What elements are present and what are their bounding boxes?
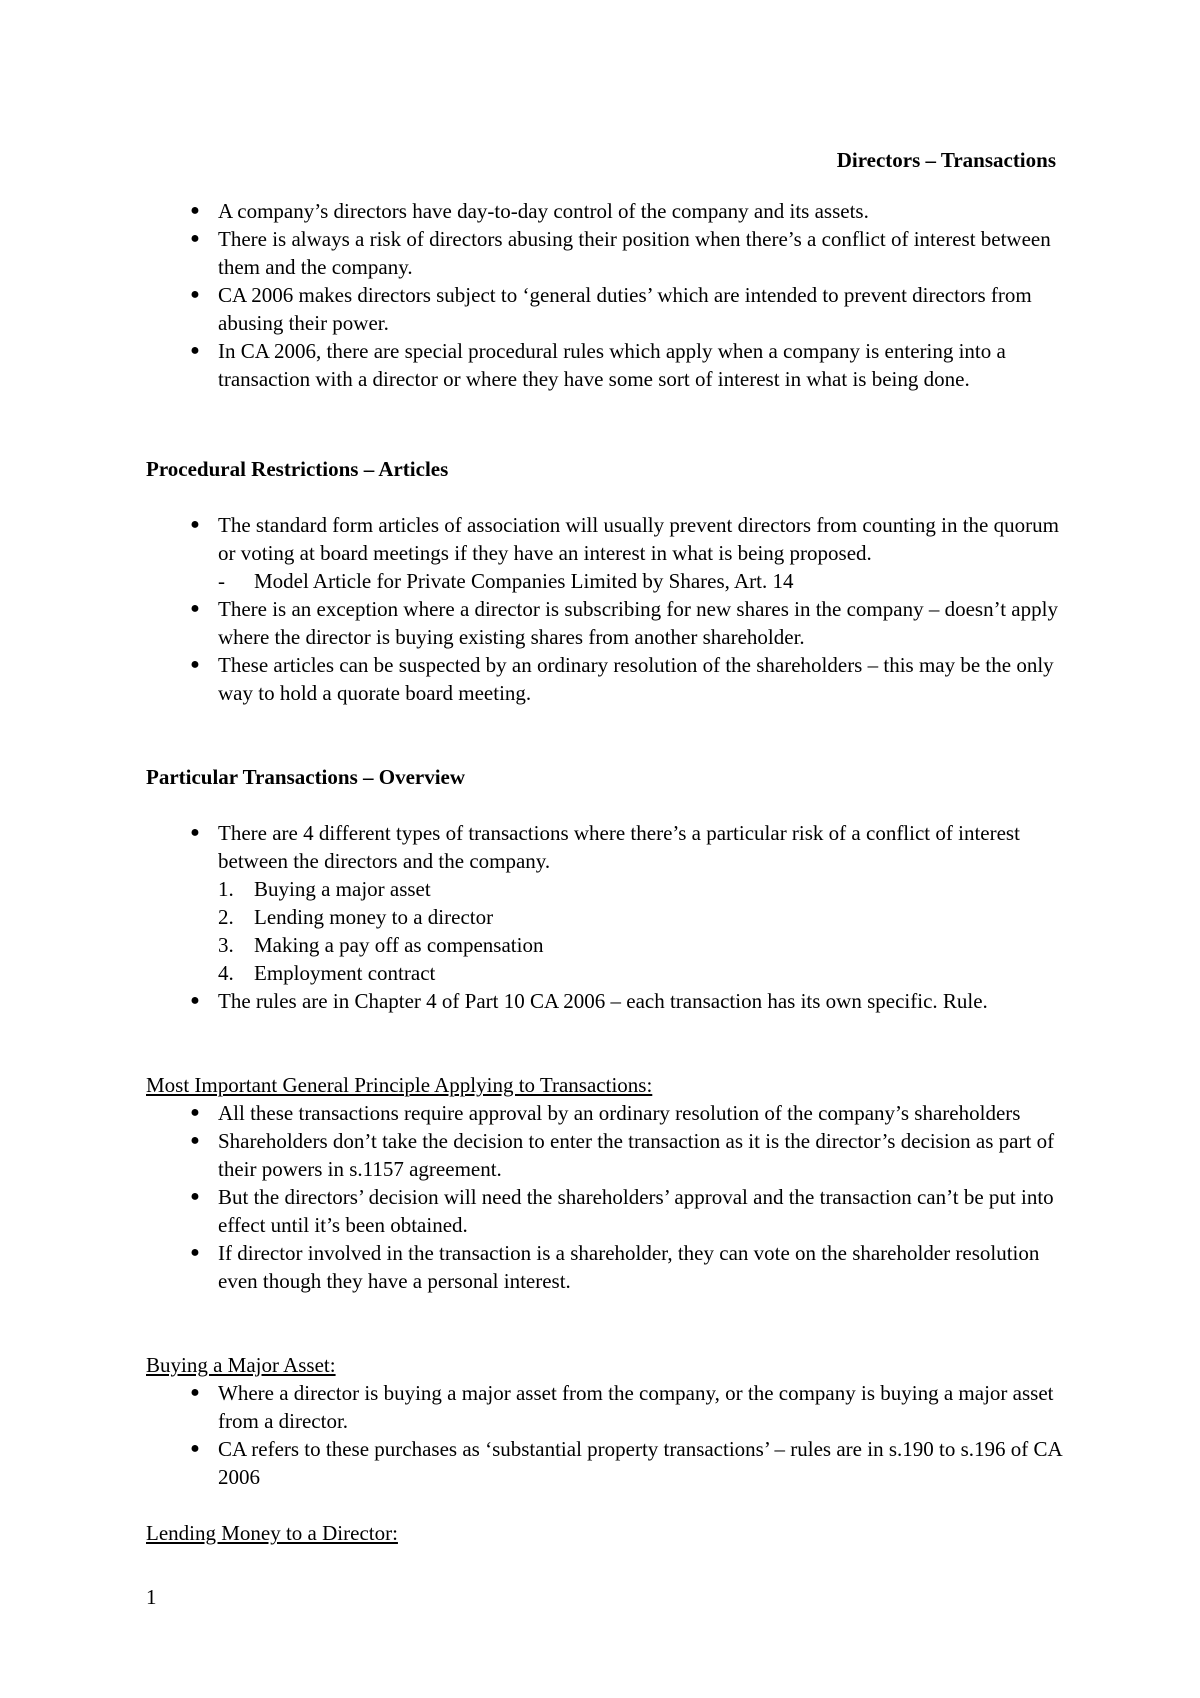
list-item-text: CA refers to these purchases as ‘substantial property transactions’ – rules are in s.190 to s.196 of CA 2006 [218, 1437, 1062, 1489]
list-item [146, 1239, 1066, 1295]
list-item-text: There is always a risk of directors abusing their position when there’s a conflict of interest between them and the company. [218, 227, 1051, 279]
list-item [146, 819, 1066, 875]
numbered-item-text: Employment contract [254, 961, 436, 985]
list-item [146, 1099, 1066, 1127]
list-item [146, 987, 1066, 1015]
bullet-icon: ● [190, 824, 200, 841]
list-item-text: In CA 2006, there are special procedural rules which apply when a company is entering into a transaction with a director or where they have some sort of interest in what is being done. [218, 339, 1006, 391]
numbered-item [146, 875, 1066, 903]
list-item-text: If director involved in the transaction is a shareholder, they can vote on the shareholder resolution even though they have a personal interest. [218, 1241, 1040, 1293]
item-number: 3. [218, 933, 234, 957]
section-heading: Lending Money to a Director: [146, 1521, 398, 1545]
list-item-text: Shareholders don’t take the decision to enter the transaction as it is the director’s decision as part of their powers in s.1157 agreement. [218, 1129, 1055, 1181]
list-item [146, 1379, 1066, 1435]
page-title: Directors – Transactions [836, 148, 1056, 172]
bullet-icon: ● [190, 516, 200, 533]
principle-list [146, 1099, 1066, 1295]
list-item [146, 197, 1066, 225]
section-heading: Procedural Restrictions – Articles [146, 457, 449, 481]
list-item [146, 337, 1066, 393]
bullet-icon: ● [190, 1104, 200, 1121]
numbered-item-text: Buying a major asset [254, 877, 431, 901]
list-item [146, 281, 1066, 337]
transaction-types-list [146, 875, 1066, 987]
list-item [146, 225, 1066, 281]
bullet-icon: ● [190, 600, 200, 617]
list-item-text: Where a director is buying a major asset from the company, or the company is buying a major asset from a director. [218, 1381, 1054, 1433]
section-heading: Most Important General Principle Applying to Transactions: [146, 1073, 653, 1097]
list-item [146, 1127, 1066, 1183]
list-item [146, 651, 1066, 707]
list-item [146, 595, 1066, 651]
dash-marker: - [218, 569, 225, 593]
item-number: 4. [218, 961, 234, 985]
list-item-text: There are 4 different types of transactions where there’s a particular risk of a conflict of interest between the directors and the company. [218, 821, 1020, 873]
list-item-text: These articles can be suspected by an ordinary resolution of the shareholders – this may be the only way to hold a quorate board meeting. [218, 653, 1054, 705]
item-number: 1. [218, 877, 234, 901]
intro-section [146, 197, 1066, 393]
list-item [146, 511, 1066, 595]
bullet-icon: ● [190, 1188, 200, 1205]
numbered-item [146, 903, 1066, 931]
list-item-text: But the directors’ decision will need the shareholders’ approval and the transaction can’t be put into effect until it’s been obtained. [218, 1185, 1054, 1237]
intro-list [146, 197, 1066, 393]
bullet-icon: ● [190, 1440, 200, 1457]
overview-section [146, 763, 1066, 1015]
major-asset-section [146, 1351, 1066, 1491]
procedural-list [146, 511, 1066, 707]
procedural-section [146, 455, 1066, 707]
list-item [146, 1183, 1066, 1239]
list-item-text: All these transactions require approval by an ordinary resolution of the company’s shareholders [218, 1101, 1021, 1125]
list-item [146, 1435, 1066, 1491]
overview-list [146, 819, 1066, 875]
bullet-icon: ● [190, 286, 200, 303]
bullet-icon: ● [190, 342, 200, 359]
list-item-text: A company’s directors have day-to-day control of the company and its assets. [218, 199, 869, 223]
bullet-icon: ● [190, 1132, 200, 1149]
section-heading: Particular Transactions – Overview [146, 765, 466, 789]
sub-list-item-text: Model Article for Private Companies Limited by Shares, Art. 14 [254, 569, 794, 593]
lending-section [146, 1519, 1066, 1547]
list-item-text: The standard form articles of association will usually prevent directors from counting in the quorum or voting at board meetings if they have an interest in what is being proposed. [218, 513, 1059, 565]
numbered-item-text: Making a pay off as compensation [254, 933, 544, 957]
numbered-item [146, 931, 1066, 959]
page-number: 1 [146, 1585, 157, 1609]
sub-list-item [218, 567, 1066, 595]
principle-section [146, 1071, 1066, 1295]
numbered-item-text: Lending money to a director [254, 905, 494, 929]
item-number: 2. [218, 905, 234, 929]
bullet-icon: ● [190, 1244, 200, 1261]
bullet-icon: ● [190, 1384, 200, 1401]
overview-list-continued [146, 987, 1066, 1015]
bullet-icon: ● [190, 656, 200, 673]
section-heading: Buying a Major Asset: [146, 1353, 336, 1377]
bullet-icon: ● [190, 230, 200, 247]
list-item-text: The rules are in Chapter 4 of Part 10 CA 2006 – each transaction has its own specific. Rule. [218, 989, 988, 1013]
bullet-icon: ● [190, 202, 200, 219]
major-asset-list [146, 1379, 1066, 1491]
list-item-text: CA 2006 makes directors subject to ‘general duties’ which are intended to prevent directors from abusing their power. [218, 283, 1032, 335]
list-item-text: There is an exception where a director is subscribing for new shares in the company – doesn’t apply where the director is buying existing shares from another shareholder. [218, 597, 1058, 649]
bullet-icon: ● [190, 992, 200, 1009]
numbered-item [146, 959, 1066, 987]
